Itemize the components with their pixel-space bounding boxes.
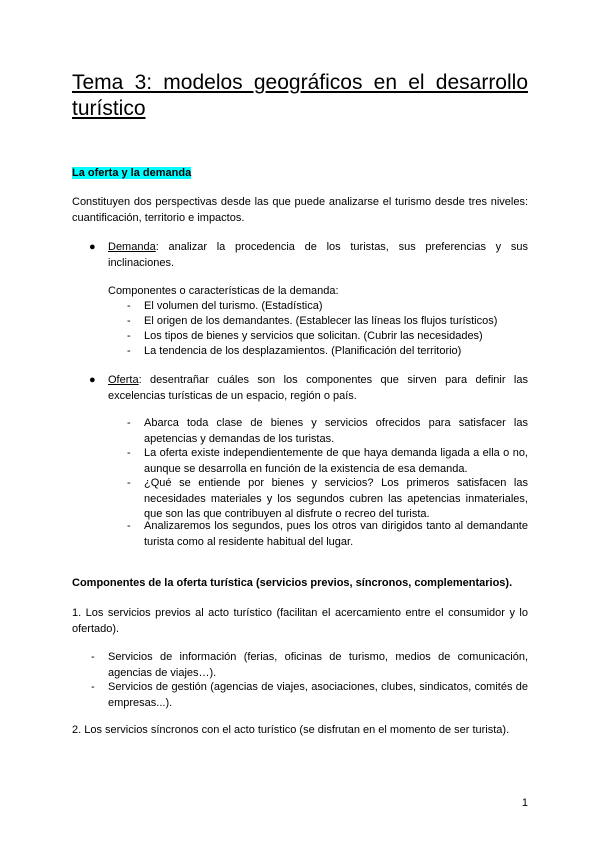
dash: -	[127, 520, 131, 532]
servicios-previos-paragraph: 1. Los servicios previos al acto turístico (facilitan el acercamiento entre el consumidor y lo ofertado).	[72, 607, 528, 635]
highlighted-heading: La oferta y la demanda	[72, 167, 192, 179]
oferta-point: ¿Qué se entiende por bienes y servicios? Los primeros satisfacen las necesidades materiales y los segundos cubren las apetencias inmateriales, que son las que contribuyen al disfrute o recreo del turista.	[144, 477, 528, 520]
dash: -	[127, 315, 131, 327]
oferta-paragraph	[108, 373, 528, 404]
demanda-component-item: El volumen del turismo. (Estadística)	[144, 300, 323, 312]
page-number: 1	[521, 797, 528, 809]
intro-paragraph: Constituyen dos perspectivas desde las que puede analizarse el turismo desde tres niveles: cuantificación, territorio e impactos.	[72, 196, 528, 224]
demanda-component-item: La tendencia de los desplazamientos. (Planificación del territorio)	[144, 345, 462, 357]
demanda-components-label: Componentes o características de la demanda:	[108, 285, 339, 297]
demanda-component-item: El origen de los demandantes. (Establecer las líneas los flujos turísticos)	[144, 315, 498, 327]
dash: -	[127, 300, 131, 312]
oferta-point: Analizaremos los segundos, pues los otros van dirigidos tanto al demandante turista como al residente habitual del lugar.	[144, 520, 528, 548]
oferta-point: La oferta existe independientemente de que haya demanda ligada a ella o no, aunque se desarrolla en función de la existencia de esa demanda.	[144, 447, 528, 475]
section-heading-oferta-demanda	[72, 166, 528, 182]
dash: -	[127, 417, 131, 429]
demanda-text: : analizar la procedencia de los turistas, sus preferencias y sus inclinaciones.	[108, 241, 528, 269]
demanda-term: Demanda	[108, 241, 156, 253]
oferta-term: Oferta	[108, 374, 139, 386]
servicios-sincronos-paragraph: 2. Los servicios síncronos con el acto turístico (se disfrutan en el momento de ser turista).	[72, 724, 510, 736]
page-title: Tema 3: modelos geográficos en el desarrollo turístico	[72, 71, 528, 120]
demanda-component-item: Los tipos de bienes y servicios que solicitan. (Cubrir las necesidades)	[144, 330, 483, 342]
dash: -	[91, 681, 95, 693]
dash: -	[127, 330, 131, 342]
oferta-text: : desentrañar cuáles son los componentes que sirven para definir las excelencias turísticas de un espacio, región o país.	[108, 374, 528, 402]
bullet-dot: ●	[89, 241, 96, 253]
section-heading-componentes: Componentes de la oferta turística (servicios previos, síncronos, complementarios).	[72, 577, 513, 589]
oferta-point: Abarca toda clase de bienes y servicios ofrecidos para satisfacer las apetencias y demandas de los turistas.	[144, 417, 528, 445]
demanda-paragraph	[108, 240, 528, 271]
servicios-previos-point: Servicios de gestión (agencias de viajes, asociaciones, clubes, sindicatos, comités de empresas...).	[108, 681, 528, 709]
dash: -	[127, 447, 131, 459]
dash: -	[127, 477, 131, 489]
bullet-dot: ●	[89, 374, 96, 386]
dash: -	[91, 651, 95, 663]
servicios-previos-point: Servicios de información (ferias, oficinas de turismo, medios de comunicación, agencias de viajes…).	[108, 651, 528, 679]
dash: -	[127, 345, 131, 357]
